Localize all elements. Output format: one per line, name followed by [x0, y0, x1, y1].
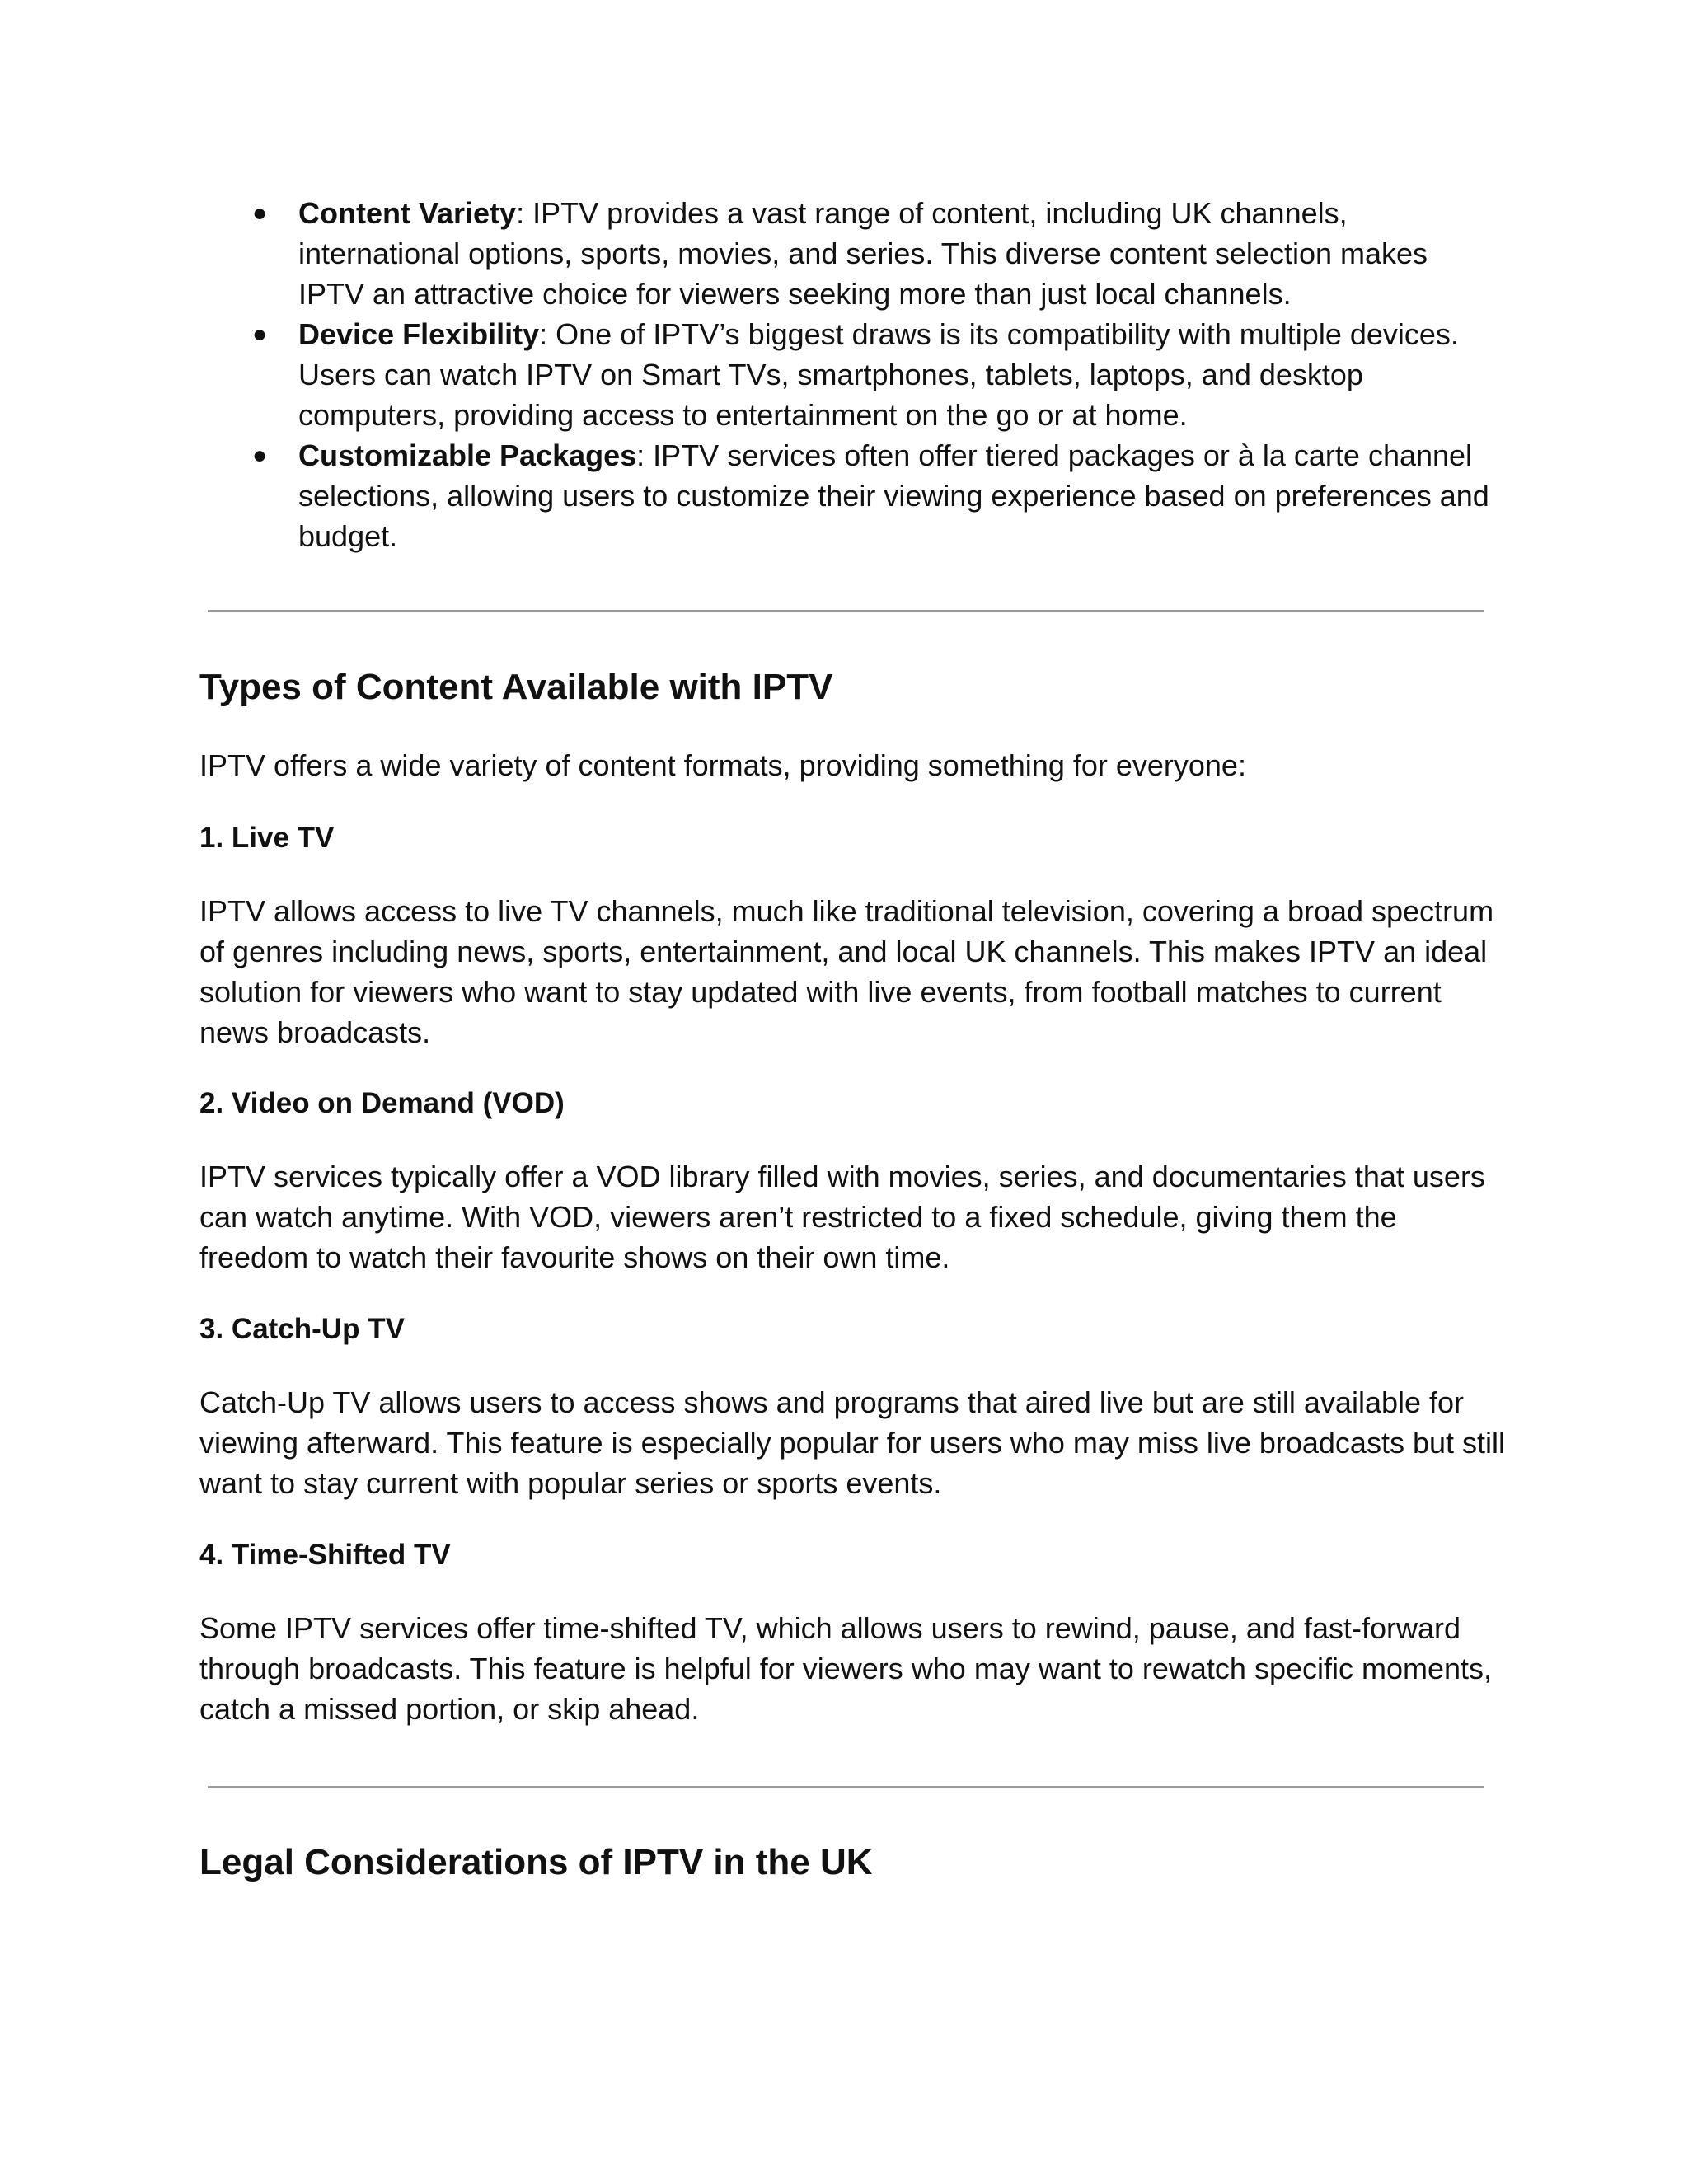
horizontal-divider: [208, 1786, 1484, 1788]
section-heading-legal: Legal Considerations of IPTV in the UK: [199, 1842, 873, 1882]
bullet-icon: ●: [252, 199, 268, 227]
bullet-text: : One of IPTV’s biggest draws is its compatibility with multiple devices. Users can watch IPTV on Smart TVs, smartphones, tablets, laptops, and desktop computers, providing access to entertainment on the go or at home.: [298, 317, 1459, 432]
section-intro: IPTV offers a wide variety of content formats, providing something for everyone:: [199, 748, 1246, 782]
benefits-bullet-list: [246, 193, 1498, 556]
bullet-term: Device Flexibility: [298, 317, 540, 351]
subheading-time-shifted-tv: 4. Time-Shifted TV: [199, 1539, 451, 1571]
bullet-term: Customizable Packages: [298, 438, 637, 472]
paragraph-vod: IPTV services typically offer a VOD library filled with movies, series, and documentaries that users can watch anytime. With VOD, viewers aren’t restricted to a fixed schedule, giving them the freedom to watch their favourite shows on their own time.: [199, 1160, 1485, 1274]
subheading-live-tv: 1. Live TV: [199, 822, 335, 854]
subheading-vod: 2. Video on Demand (VOD): [199, 1087, 565, 1119]
horizontal-divider: [208, 610, 1484, 612]
bullet-item-customizable-packages: [246, 435, 1498, 556]
bullet-text: : IPTV services often offer tiered packages or à la carte channel selections, allowing users to customize their viewing experience based on preferences and budget.: [298, 438, 1489, 553]
bullet-term: Content Variety: [298, 196, 517, 230]
section-heading-content-types: Types of Content Available with IPTV: [199, 667, 833, 707]
bullet-item-content-variety: [246, 193, 1498, 314]
bullet-text: : IPTV provides a vast range of content, including UK channels, international options, sports, movies, and series. This diverse content selection makes IPTV an attractive choice for viewers seeking more than just local channels.: [298, 196, 1428, 311]
paragraph-live-tv: IPTV allows access to live TV channels, much like traditional television, covering a broad spectrum of genres including news, sports, entertainment, and local UK channels. This makes IPTV an ideal solution for viewers who want to stay updated with live events, from football matches to current news broadcasts.: [199, 894, 1494, 1049]
paragraph-time-shifted-tv: Some IPTV services offer time-shifted TV, which allows users to rewind, pause, and fast-forward through broadcasts. This feature is helpful for viewers who may want to rewatch specific moments, catch a missed portion, or skip ahead.: [199, 1611, 1493, 1726]
bullet-item-device-flexibility: [246, 314, 1498, 435]
bullet-icon: ●: [252, 442, 268, 469]
bullet-icon: ●: [252, 321, 268, 348]
subheading-catch-up-tv: 3. Catch-Up TV: [199, 1313, 405, 1345]
paragraph-catch-up-tv: Catch-Up TV allows users to access shows and programs that aired live but are still available for viewing afterward. This feature is especially popular for users who may miss live broadcasts but still want to stay current with popular series or sports events.: [199, 1385, 1505, 1500]
